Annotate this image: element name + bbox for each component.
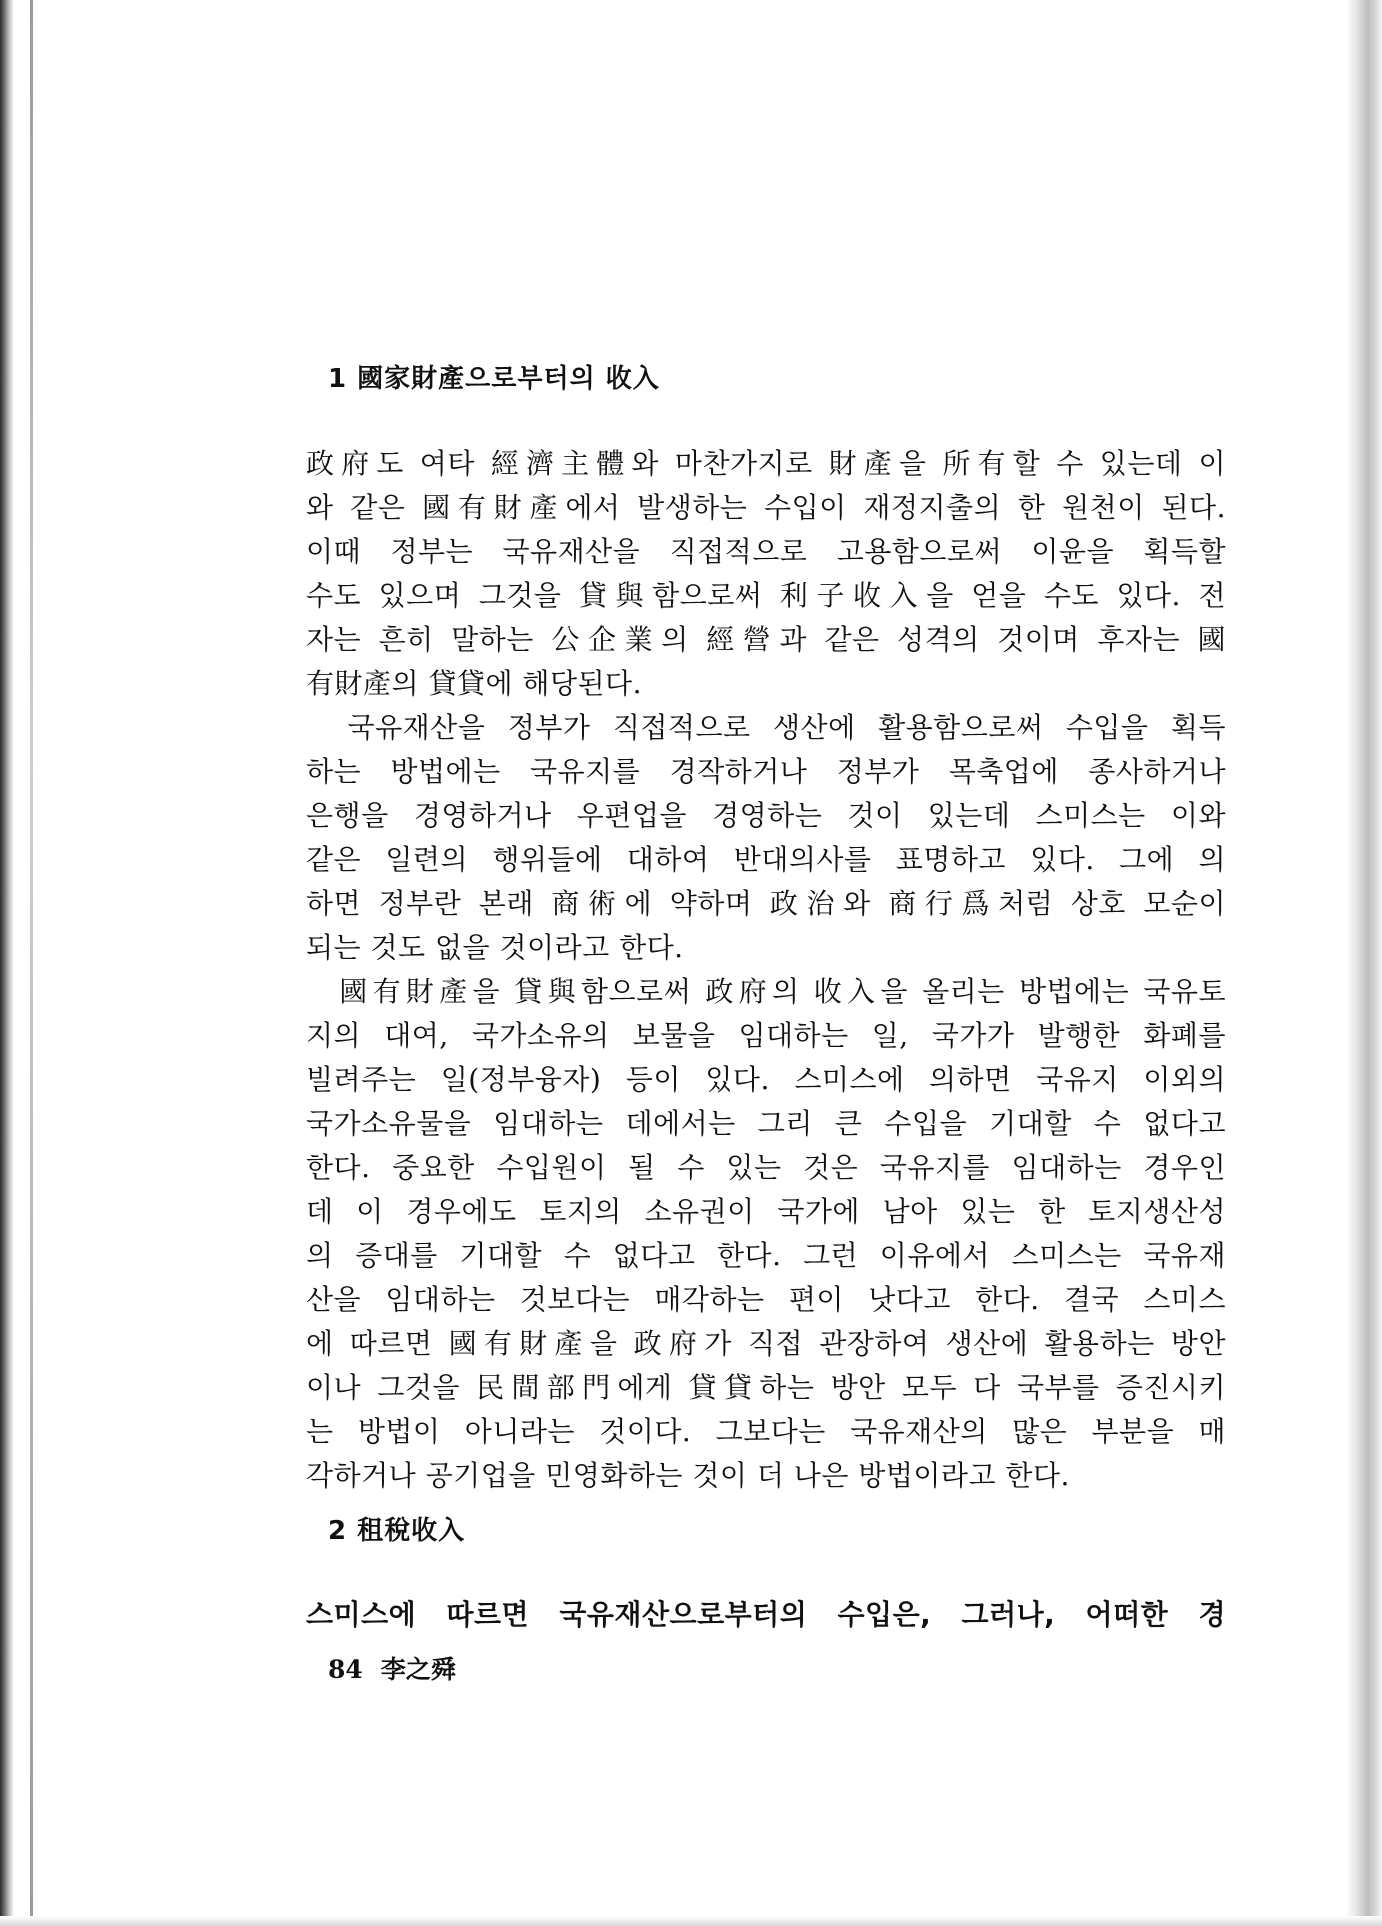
text-line: 빌려주는 일(정부융자) 등이 있다. 스미스에 의하면 국유지 이외의 bbox=[306, 1063, 1226, 1096]
text-line: 이때 정부는 국유재산을 직접적으로 고용함으로써 이윤을 획득할 bbox=[306, 535, 1226, 568]
section-2-body bbox=[306, 1593, 1226, 1637]
text-line: 와 같은 國有財產에서 발생하는 수입이 재정지출의 한 원천이 된다. bbox=[306, 491, 1226, 524]
page-footer bbox=[328, 1650, 474, 1686]
page-curl-shadow bbox=[1346, 0, 1382, 1926]
text-line: 국가소유물을 임대하는 데에서는 그리 큰 수입을 기대할 수 없다고 bbox=[306, 1107, 1226, 1140]
page-number: 84 bbox=[328, 1655, 363, 1684]
section-heading-1: 1 國家財產으로부터의 收入 bbox=[328, 364, 660, 394]
text-line: 한다. 중요한 수입원이 될 수 있는 것은 국유지를 임대하는 경우인 bbox=[306, 1151, 1226, 1184]
author-name: 李之舜 bbox=[380, 1655, 456, 1684]
text-line: 데 이 경우에도 토지의 소유권이 국가에 남아 있는 한 토지생산성 bbox=[306, 1195, 1226, 1228]
text-line: 자는 흔히 말하는 公企業의 經營과 같은 성격의 것이며 후자는 國 bbox=[306, 623, 1226, 656]
page-bottom-edge bbox=[0, 1916, 1382, 1926]
text-line: 에 따르면 國有財產을 政府가 직접 관장하여 생산에 활용하는 방안 bbox=[306, 1327, 1226, 1360]
text-line: 은행을 경영하거나 우편업을 경영하는 것이 있는데 스미스는 이와 bbox=[306, 799, 1226, 832]
text-line: 되는 것도 없을 것이라고 한다. bbox=[306, 931, 684, 964]
text-line: 하는 방법에는 국유지를 경작하거나 정부가 목축업에 종사하거나 bbox=[306, 755, 1226, 788]
text-line: 有財產의 貸貸에 해당된다. bbox=[306, 667, 642, 700]
text-line: 스미스에 따르면 국유재산으로부터의 수입은, 그러나, 어떠한 경 bbox=[306, 1598, 1226, 1631]
text-line: 이나 그것을 民間部門에게 貸貸하는 방안 모두 다 국부를 증진시키 bbox=[306, 1371, 1226, 1404]
page-edge-line bbox=[30, 0, 33, 1926]
section-1-body bbox=[306, 442, 1226, 1498]
section-heading-2: 2 租稅收入 bbox=[328, 1516, 466, 1546]
text-line: 지의 대여, 국가소유의 보물을 임대하는 일, 국가가 발행한 화폐를 bbox=[306, 1019, 1226, 1052]
text-line: 산을 임대하는 것보다는 매각하는 편이 낫다고 한다. 결국 스미스 bbox=[306, 1283, 1226, 1316]
text-line: 政府도 여타 經濟主體와 마찬가지로 財產을 所有할 수 있는데 이 bbox=[306, 447, 1226, 480]
text-line: 하면 정부란 본래 商術에 약하며 政治와 商行爲처럼 상호 모순이 bbox=[306, 887, 1226, 920]
text-line: 國有財產을 貸與함으로써 政府의 收入을 올리는 방법에는 국유토 bbox=[306, 975, 1226, 1008]
text-line: 수도 있으며 그것을 貸與함으로써 利子收入을 얻을 수도 있다. 전 bbox=[306, 579, 1226, 612]
text-line: 각하거나 공기업을 민영화하는 것이 더 나은 방법이라고 한다. bbox=[306, 1459, 1070, 1492]
book-spine-shadow bbox=[0, 0, 14, 1926]
text-line: 같은 일련의 행위들에 대하여 반대의사를 표명하고 있다. 그에 의 bbox=[306, 843, 1226, 876]
text-line: 국유재산을 정부가 직접적으로 생산에 활용함으로써 수입을 획득 bbox=[306, 711, 1226, 744]
text-line: 는 방법이 아니라는 것이다. 그보다는 국유재산의 많은 부분을 매 bbox=[306, 1415, 1226, 1448]
text-line: 의 증대를 기대할 수 없다고 한다. 그런 이유에서 스미스는 국유재 bbox=[306, 1239, 1226, 1272]
